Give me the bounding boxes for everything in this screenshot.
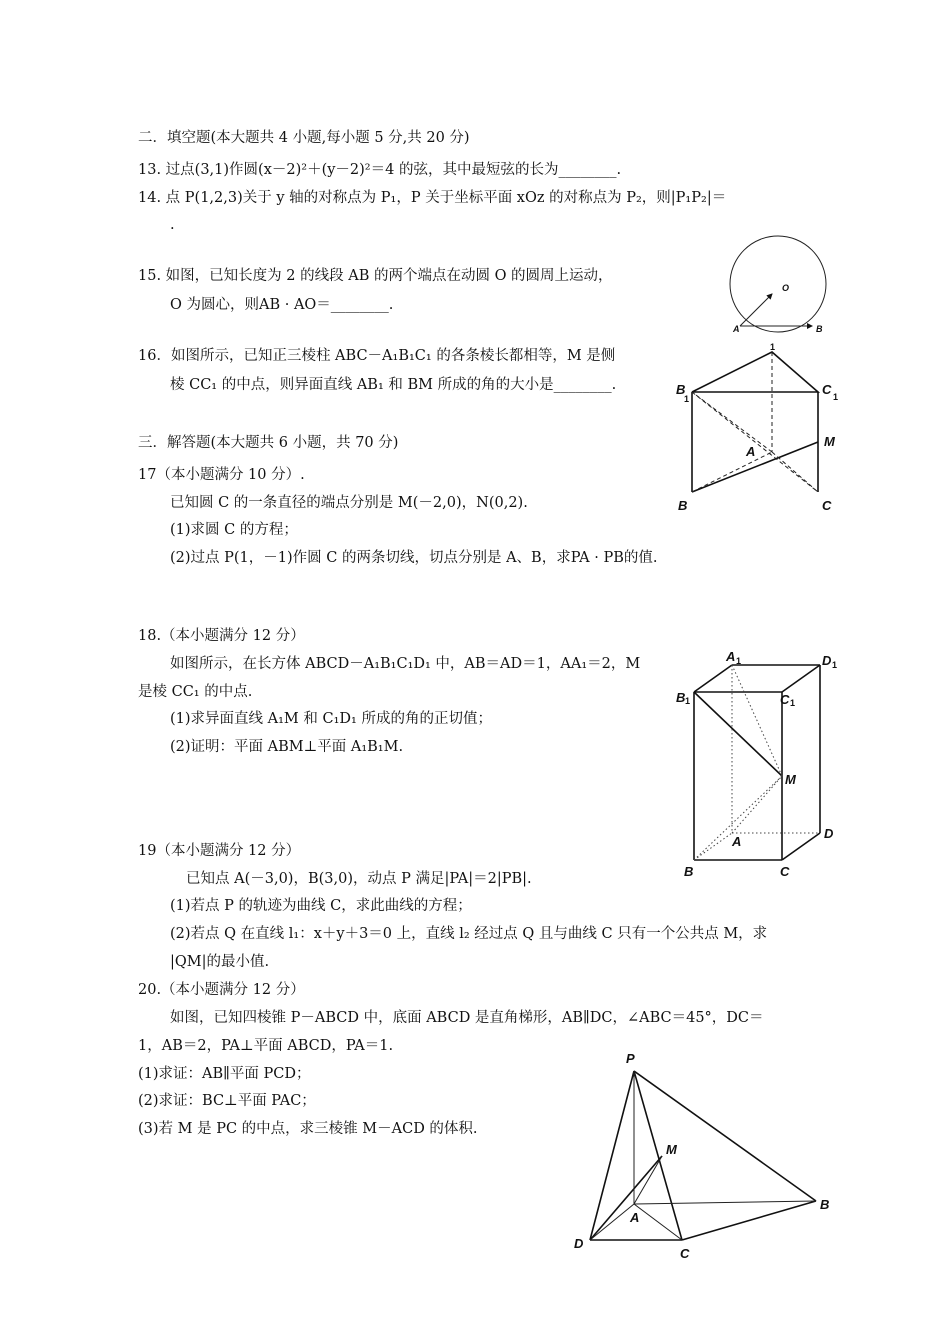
edge-ac — [772, 452, 818, 492]
edge-da — [590, 1204, 634, 1240]
label-c: C — [780, 864, 790, 879]
label-c1-sub: 1 — [833, 392, 839, 402]
label-p: P — [626, 1051, 635, 1066]
edge-ab — [694, 833, 732, 860]
question-13: 13. 过点(3,1)作圆(x－2)²＋(y－2)²＝4 的弦，其中最短弦的长为________. — [138, 162, 622, 178]
question-17-title: 17（本小题满分 10 分）. — [138, 467, 305, 483]
prism-figure — [670, 340, 850, 520]
question-18-stem1: 如图所示，在长方体 ABCD－A₁B₁C₁D₁ 中，AB＝AD＝1，AA₁＝2，M — [170, 656, 641, 672]
edge-cd — [782, 833, 820, 860]
label-d: D — [824, 826, 834, 841]
question-18-title: 18.（本小题满分 12 分） — [138, 628, 305, 644]
label-a: A — [630, 1210, 640, 1225]
label-b1-sub: 1 — [685, 696, 691, 706]
segment-am — [634, 1156, 662, 1204]
segment-b1c — [692, 392, 818, 492]
label-a: A — [732, 834, 742, 849]
label-c1-sub: 1 — [790, 698, 796, 708]
label-a1: A — [726, 649, 736, 664]
label-b: B — [816, 324, 823, 334]
label-d1-sub: 1 — [832, 660, 838, 670]
label-c: C — [680, 1246, 690, 1261]
question-16-line1: 16．如图所示，已知正三棱柱 ABC－A₁B₁C₁ 的各条棱长都相等，M 是侧 — [138, 348, 616, 364]
question-20-stem2: 1，AB＝2，PA⊥平面 ABCD，PA＝1. — [138, 1038, 394, 1054]
label-d1: D — [822, 653, 832, 668]
segment-a1m — [732, 665, 782, 776]
question-15-line2: O 为圆心，则AB · AO＝________. — [170, 297, 394, 313]
prism-top-face — [692, 352, 818, 392]
label-b: B — [684, 864, 694, 879]
edge-ab — [692, 452, 772, 492]
label-d: D — [574, 1236, 584, 1251]
label-a1-sub: 1 — [736, 656, 742, 666]
question-18-part1: (1)求异面直线 A₁M 和 C₁D₁ 所成的角的正切值； — [170, 711, 492, 727]
edge-pb — [634, 1071, 816, 1201]
label-m: M — [785, 772, 796, 787]
edge-ab — [634, 1201, 816, 1204]
label-c1: C — [822, 382, 832, 397]
edge-cb — [682, 1201, 816, 1240]
question-17-part1: (1)求圆 C 的方程； — [170, 522, 298, 538]
segment-ab1 — [692, 392, 772, 452]
label-c1: C — [780, 692, 790, 707]
question-16-line2: 棱 CC₁ 的中点，则异面直线 AB₁ 和 BM 所成的角的大小是________. — [170, 377, 617, 393]
question-20-part2: (2)求证：BC⊥平面 PAC； — [138, 1093, 316, 1109]
question-18-stem2: 是棱 CC₁ 的中点. — [138, 684, 253, 700]
label-b: B — [820, 1197, 830, 1212]
fill-in-section-heading: 二．填空题(本大题共 4 小题,每小题 5 分,共 20 分) — [138, 130, 470, 146]
question-17-part2: (2)过点 P(1，－1)作圆 C 的两条切线，切点分别是 A、B，求PA · PB的值. — [170, 550, 658, 566]
label-a: A — [733, 324, 740, 334]
label-b1-sub: 1 — [684, 394, 690, 404]
edge-c1d1 — [782, 665, 820, 692]
question-20-stem1: 如图，已知四棱锥 P－ABCD 中，底面 ABCD 是直角梯形，AB∥DC，∠ABC＝45°，DC＝ — [170, 1010, 764, 1026]
question-20-title: 20.（本小题满分 12 分） — [138, 982, 305, 998]
cuboid-figure — [670, 648, 850, 880]
question-20-part1: (1)求证：AB∥平面 PCD； — [138, 1066, 311, 1082]
question-14-line1: 14. 点 P(1,2,3)关于 y 轴的对称点为 P₁，P 关于坐标平面 xOz 的对称点为 P₂，则|P₁P₂|＝ — [138, 190, 727, 206]
label-a1-mark: 1 — [770, 342, 776, 352]
label-o: O — [782, 283, 790, 293]
label-m: M — [666, 1142, 677, 1157]
question-19-stem: 已知点 A(－3,0)，B(3,0)，动点 P 满足|PA|＝2|PB|. — [186, 871, 532, 887]
label-b1: B — [676, 690, 686, 705]
vector-ao — [740, 294, 772, 326]
label-b1: B — [676, 382, 686, 397]
label-m: M — [824, 434, 835, 449]
question-19-title: 19（本小题满分 12 分） — [138, 843, 301, 859]
pyramid-figure — [568, 1044, 848, 1264]
label-a: A — [746, 444, 756, 459]
question-19-part1: (1)若点 P 的轨迹为曲线 C，求此曲线的方程； — [170, 898, 472, 914]
question-14-line2: . — [170, 217, 175, 233]
label-b: B — [678, 498, 688, 513]
question-19-part2b: |QM|的最小值. — [170, 954, 270, 970]
edge-a1b1 — [694, 665, 732, 692]
edge-ac — [634, 1204, 682, 1240]
segment-b1m — [694, 692, 782, 776]
circle-outline — [730, 236, 826, 332]
label-c: C — [822, 498, 832, 513]
segment-am — [732, 776, 782, 833]
solve-section-heading: 三．解答题(本大题共 6 小题，共 70 分) — [138, 435, 399, 451]
question-19-part2: (2)若点 Q 在直线 l₁：x＋y＋3＝0 上，直线 l₂ 经过点 Q 且与曲线 C 只有一个公共点 M，求 — [170, 926, 768, 942]
question-18-part2: (2)证明：平面 ABM⊥平面 A₁B₁M. — [170, 739, 404, 755]
question-20-part3: (3)若 M 是 PC 的中点，求三棱锥 M－ACD 的体积. — [138, 1121, 478, 1137]
circle-figure — [720, 238, 840, 338]
question-17-stem: 已知圆 C 的一条直径的端点分别是 M(－2,0)，N(0,2). — [170, 495, 528, 511]
question-15-line1: 15. 如图，已知长度为 2 的线段 AB 的两个端点在动圆 O 的圆周上运动， — [138, 268, 613, 284]
